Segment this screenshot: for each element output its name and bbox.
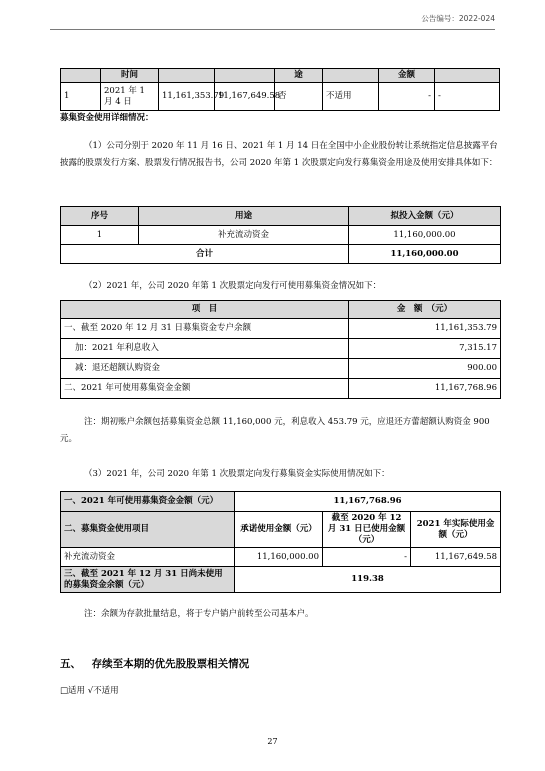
usage-plan-table (60, 206, 501, 264)
table-cell: 119.38 (235, 567, 501, 593)
table-cell: 11,161,353.79 (349, 319, 501, 339)
table-cell: - (323, 548, 411, 567)
paragraph-3: （3）2021 年，公司 2020 年第 1 次股票定向发行募集资金实际使用情况如下： (84, 469, 390, 479)
table-top-header-cell: 金额 (379, 69, 435, 83)
table-total-label: 合计 (61, 245, 349, 264)
page-number: 27 (267, 737, 278, 746)
table-top-header-cell (323, 69, 379, 83)
note-2: 注：余额为存款批量结息，将于专户销户前转至公司基本户。 (84, 609, 314, 619)
table-cell: 三、截至 2021 年 12 月 31 日尚未使用的募集资金余额（元） (61, 567, 235, 593)
table-cell: 2021 年 1 月 4 日 (101, 83, 159, 111)
table-cell: 1 (61, 226, 139, 245)
paragraph-2: （2）2021 年，公司 2020 年第 1 次股票定向发行可使用募集资金情况如下： (84, 281, 382, 291)
table-cell: 11,161,353.79 (159, 83, 215, 111)
table-top-header-cell: 途 (275, 69, 323, 83)
table-cell: 11,167,768.96 (349, 379, 501, 399)
table-cell: 二、募集资金使用项目 (61, 512, 235, 548)
table-header-cell: 用途 (139, 207, 349, 226)
table-cell: 11,160,000.00 (235, 548, 323, 567)
section-title: 存续至本期的优先股股票相关情况 (91, 658, 250, 670)
table-cell: - (379, 83, 435, 111)
table-header-cell: 金 额 （元） (349, 301, 501, 319)
table-header-cell: 拟投入金额（元） (349, 207, 501, 226)
table-cell: 11,167,649.58 (215, 83, 275, 111)
table-total-value: 11,160,000.00 (349, 245, 501, 264)
table-cell: 二、2021 年可使用募集资金金额 (61, 379, 349, 399)
table-cell: 一、2021 年可使用募集资金金额（元） (61, 492, 235, 512)
table-header-cell: 序号 (61, 207, 139, 226)
note-1: 注：期初账户余额包括募集资金总额 11,160,000 元，利息收入 453.79 元，应退还方蕾超额认购资金 900 元。 (60, 417, 490, 444)
table-cell: 一、截至 2020 年 12 月 31 日募集资金专户余额 (61, 319, 349, 339)
table-top-header-cell (61, 69, 101, 83)
actual-usage-table (60, 491, 501, 593)
header-divider (50, 29, 495, 30)
table-header-cell: 承诺使用金额（元） (235, 512, 323, 548)
notice-number: 公告编号：2022-024 (421, 14, 495, 23)
table-cell: 7,315.17 (349, 339, 501, 359)
table-cell: 1 (61, 83, 101, 111)
available-funds-table (60, 300, 501, 399)
table-top (60, 68, 500, 111)
table-top-header-cell (159, 69, 215, 83)
table-header-cell: 项 目 (61, 301, 349, 319)
section-number: 五、 (60, 658, 81, 670)
table-header-cell: 2021 年实际使用金额（元） (411, 512, 501, 548)
table-cell: 11,160,000.00 (349, 226, 501, 245)
table-header-cell: 截至 2020 年 12 月 31 日已使用金额（元） (323, 512, 411, 548)
table-cell: 11,167,649.58 (411, 548, 501, 567)
table-top-header-cell (215, 69, 275, 83)
table-cell: 900.00 (349, 359, 501, 379)
table-cell: 不适用 (323, 83, 379, 111)
detail-title: 募集资金使用详细情况： (60, 113, 154, 123)
table-cell: 加：2021 年利息收入 (61, 339, 349, 359)
section-heading (60, 656, 249, 671)
table-top-header-cell: 时间 (101, 69, 159, 83)
table-cell: 减：退还超额认购资金 (61, 359, 349, 379)
paragraph-1: （1）公司分别于 2020 年 11 月 16 日、2021 年 1 月 14 日在全国中小企业股份转让系统指定信息披露平台披露的股票发行方案、股票发行情况报告书，公司 2020 年第 1 次股票定向发行募集资金用途及使用安排具体如下： (60, 141, 498, 168)
table-cell: - (435, 83, 500, 111)
table-top-header-cell (435, 69, 500, 83)
table-cell: 补充流动资金 (61, 548, 235, 567)
applicability-option: □适用 √不适用 (60, 686, 119, 696)
table-cell: 补充流动资金 (139, 226, 349, 245)
table-cell: 否 (275, 83, 323, 111)
table-cell: 11,167,768.96 (235, 492, 501, 512)
